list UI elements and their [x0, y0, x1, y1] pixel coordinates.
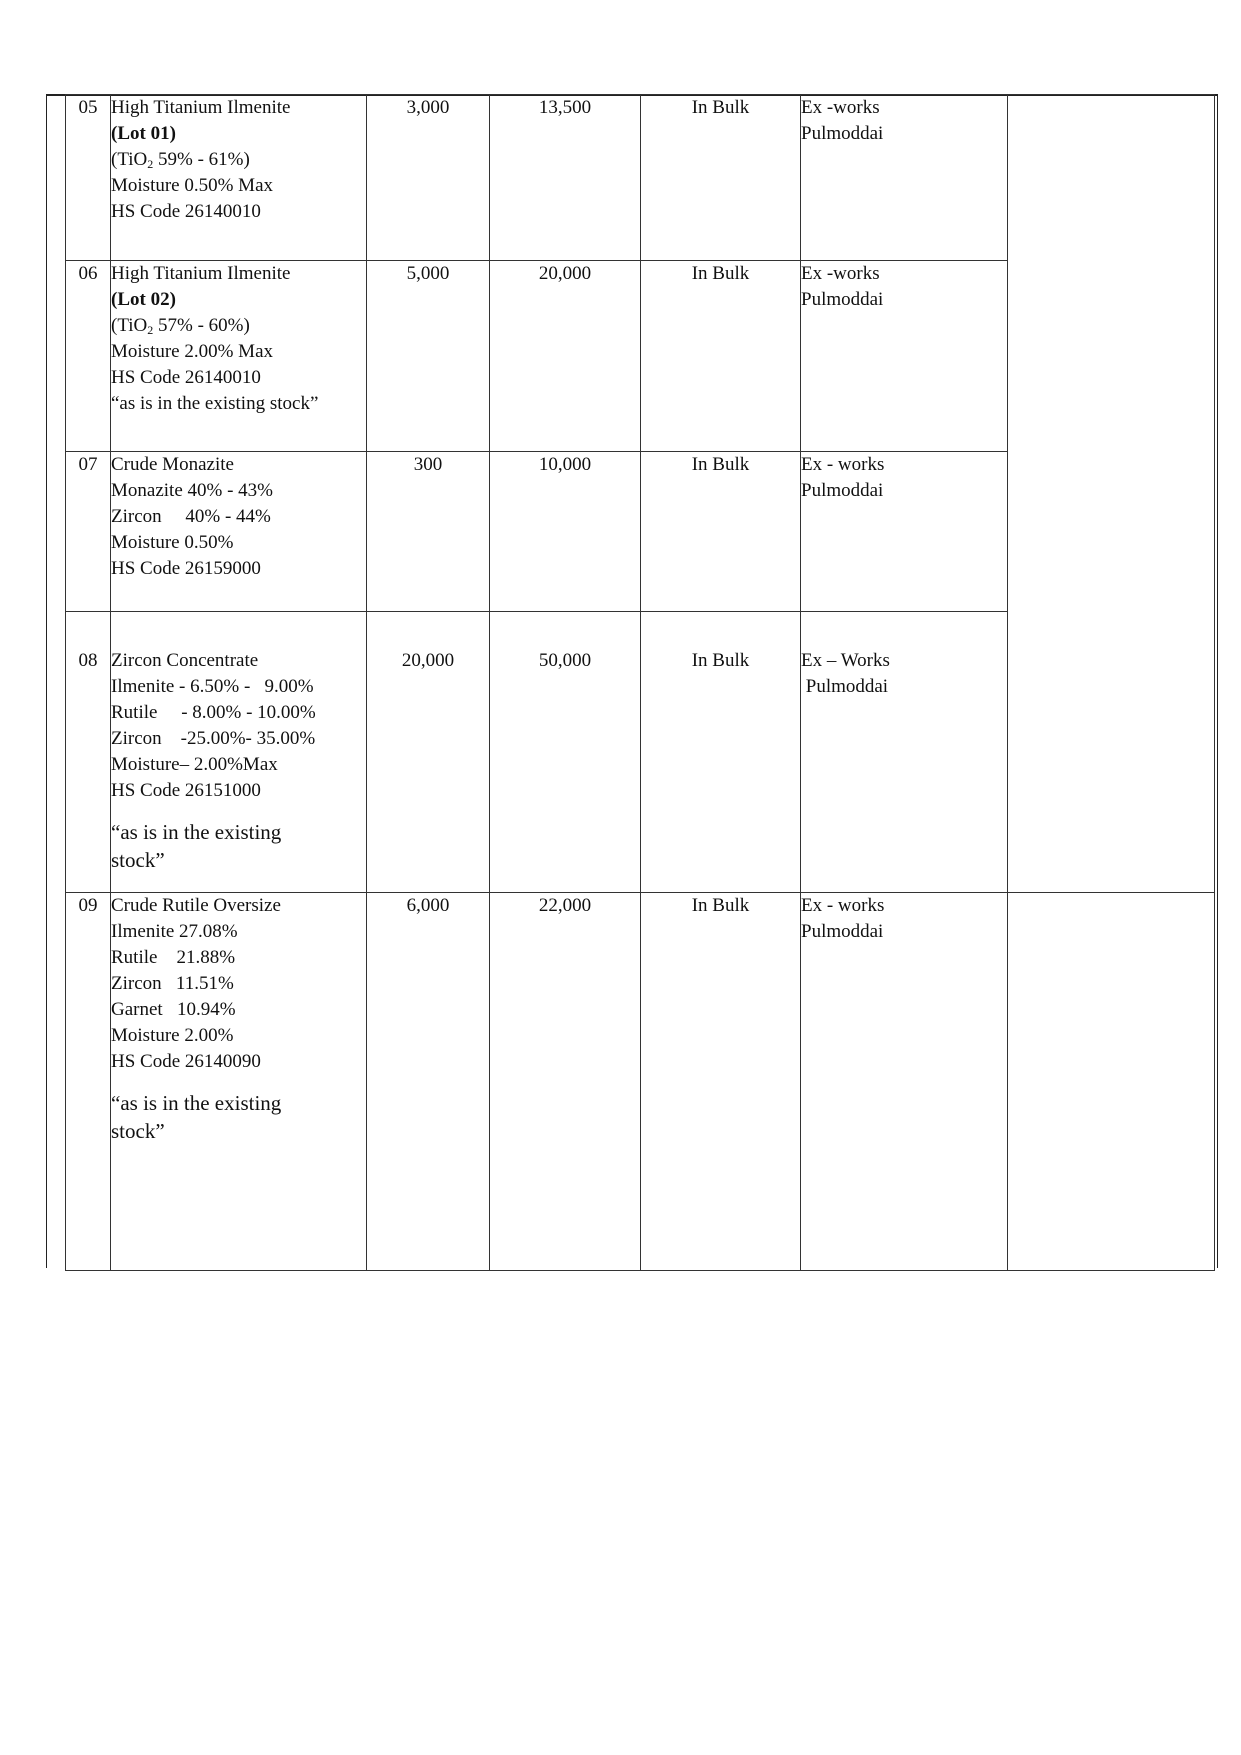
packing: In Bulk [641, 893, 801, 1271]
description-line: “as is in the existing stock” [111, 393, 319, 414]
stock-note: stock” [111, 1119, 165, 1143]
amount: 10,000 [490, 452, 641, 612]
terms-line: Ex -works [801, 97, 880, 118]
terms-line: Ex - works [801, 454, 885, 475]
stock-note: “as is in the existing [111, 820, 282, 844]
spacer [111, 1075, 366, 1089]
description-line: HS Code 26140090 [111, 1051, 261, 1072]
terms-line: Ex - works [801, 895, 885, 916]
item-number: 06 [66, 261, 111, 452]
terms-line: Ex – Works [801, 650, 890, 671]
item-description [111, 612, 367, 893]
delivery-terms [801, 452, 1008, 612]
item-description [111, 452, 367, 612]
packing: In Bulk [641, 95, 801, 261]
table-right-border [1217, 94, 1218, 1268]
item-description [111, 893, 367, 1271]
description-line: HS Code 26151000 [111, 780, 261, 801]
item-number: 05 [66, 95, 111, 261]
terms-line: Pulmoddai [801, 123, 884, 144]
items-table [65, 94, 1215, 1271]
description-line: Monazite 40% - 43% [111, 480, 273, 501]
lot-label: (Lot 02) [111, 289, 176, 310]
description-line: Ilmenite 27.08% [111, 921, 238, 942]
description-line: Moisture 2.00% [111, 1025, 234, 1046]
quantity: 20,000 [367, 612, 490, 893]
description-line: Zircon -25.00%- 35.00% [111, 728, 316, 749]
amount: 50,000 [490, 612, 641, 893]
table-row [66, 261, 1215, 452]
description-line: HS Code 26159000 [111, 558, 261, 579]
item-number: 07 [66, 452, 111, 612]
item-description [111, 95, 367, 261]
description-line: Zircon 11.51% [111, 973, 234, 994]
packing: In Bulk [641, 261, 801, 452]
remarks-cell [1008, 612, 1215, 893]
description-line: Garnet 10.94% [111, 999, 236, 1020]
description-line: Zircon 40% - 44% [111, 506, 271, 527]
delivery-terms [801, 893, 1008, 1271]
terms-line: Pulmoddai [801, 676, 889, 697]
terms-line: Pulmoddai [801, 289, 884, 310]
quantity: 300 [367, 452, 490, 612]
stock-note: stock” [111, 848, 165, 872]
remarks-cell [1008, 95, 1215, 261]
stock-note: “as is in the existing [111, 1091, 282, 1115]
amount: 22,000 [490, 893, 641, 1271]
table-left-border [46, 94, 47, 1268]
description-line: Rutile 21.88% [111, 947, 236, 968]
description-line: HS Code 26140010 [111, 367, 261, 388]
quantity: 5,000 [367, 261, 490, 452]
lot-label: (Lot 01) [111, 123, 176, 144]
description-line: Rutile - 8.00% - 10.00% [111, 702, 316, 723]
packing: In Bulk [641, 612, 801, 893]
delivery-terms [801, 95, 1008, 261]
remarks-cell [1008, 452, 1215, 612]
terms-line: Pulmoddai [801, 480, 884, 501]
description-line: Moisture 0.50% [111, 532, 234, 553]
item-number: 09 [66, 893, 111, 1271]
remarks-cell [1008, 261, 1215, 452]
table-row [66, 95, 1215, 261]
quantity: 6,000 [367, 893, 490, 1271]
delivery-terms [801, 612, 1008, 893]
description-line: Ilmenite - 6.50% - 9.00% [111, 676, 314, 697]
spacer [111, 804, 366, 818]
amount: 13,500 [490, 95, 641, 261]
description-line: Moisture 2.00% Max [111, 341, 274, 362]
packing: In Bulk [641, 452, 801, 612]
description-line: (TiO$_2$ 57% - 60%) [111, 315, 250, 337]
description-line: Zircon Concentrate [111, 650, 259, 671]
description-line: (TiO$_2$ 59% - 61%) [111, 149, 250, 171]
description-line: Moisture 0.50% Max [111, 175, 274, 196]
description-line: Crude Monazite [111, 454, 234, 475]
table-row [66, 893, 1215, 1271]
description-line: Crude Rutile Oversize [111, 895, 281, 916]
item-number: 08 [66, 612, 111, 893]
quantity: 3,000 [367, 95, 490, 261]
delivery-terms [801, 261, 1008, 452]
item-description [111, 261, 367, 452]
description-line: High Titanium Ilmenite [111, 97, 291, 118]
amount: 20,000 [490, 261, 641, 452]
description-line: HS Code 26140010 [111, 201, 261, 222]
table-row [66, 612, 1215, 893]
terms-line: Pulmoddai [801, 921, 884, 942]
description-line: Moisture– 2.00%Max [111, 754, 278, 775]
terms-line: Ex -works [801, 263, 880, 284]
description-line: High Titanium Ilmenite [111, 263, 291, 284]
table-row [66, 452, 1215, 612]
remarks-cell [1008, 893, 1215, 1271]
